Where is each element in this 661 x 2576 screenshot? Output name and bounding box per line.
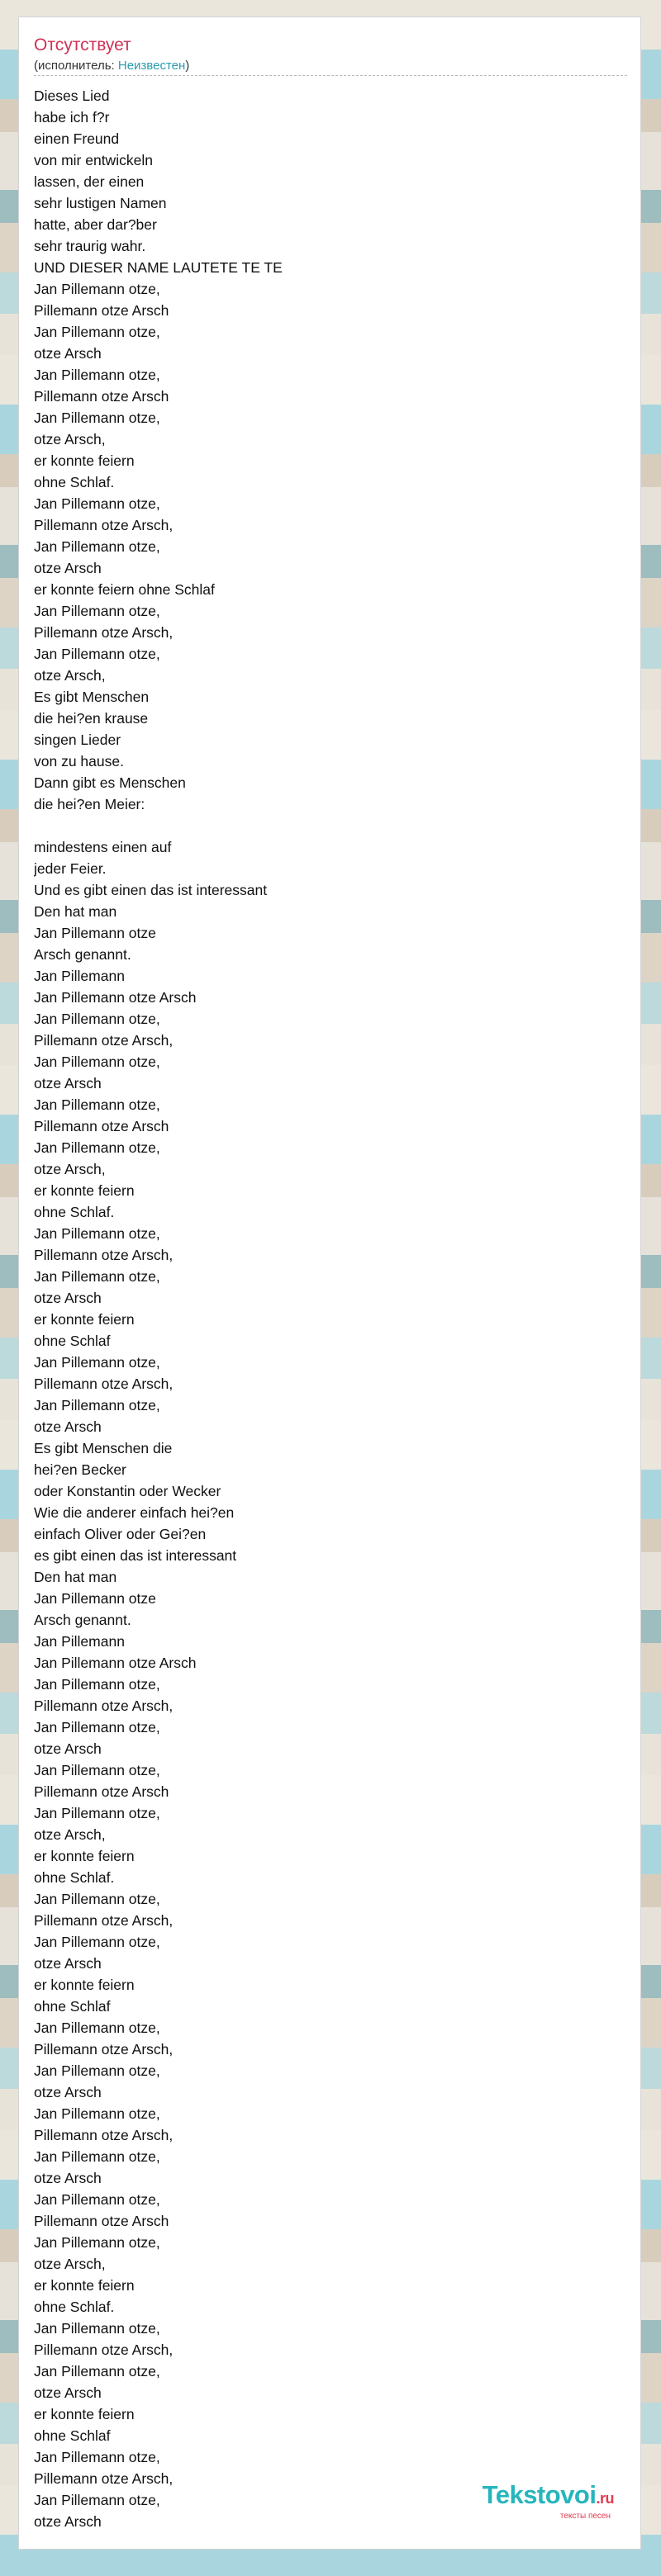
lyric-line: Pillemann otze Arsch [34, 302, 169, 319]
lyric-line: hatte, aber dar?ber [34, 216, 157, 233]
lyric-line: er konnte feiern [34, 1848, 135, 1864]
logo-wordmark [483, 2482, 614, 2512]
lyric-line: otze Arsch [34, 1290, 102, 1306]
artist-link[interactable]: Неизвестен [117, 59, 186, 73]
lyric-line: Und es gibt einen das ist interessant [34, 882, 268, 898]
lyric-line: Jan Pillemann otze [34, 1590, 156, 1607]
lyric-line: oder Konstantin oder Wecker [34, 1483, 221, 1499]
lyric-line: Pillemann otze Arsch, [34, 517, 174, 533]
lyric-line: otze Arsch, [34, 2256, 106, 2272]
lyric-line: Jan Pillemann otze, [34, 538, 160, 555]
lyric-line: Dieses Lied [34, 88, 110, 104]
lyric-line: ohne Schlaf. [34, 1204, 115, 1220]
lyric-line: Den hat man [34, 1569, 117, 1585]
lyric-line: ohne Schlaf [34, 1998, 111, 2015]
lyric-line: ohne Schlaf. [34, 1869, 115, 1886]
lyric-line: Pillemann otze Arsch, [34, 1032, 174, 1049]
lyric-line: Arsch genannt. [34, 946, 131, 963]
lyric-line: otze Arsch [34, 1075, 102, 1091]
lyric-line: Jan Pillemann otze, [34, 2234, 160, 2251]
lyrics-text [34, 85, 629, 2532]
lyric-line: er konnte feiern [34, 2277, 135, 2294]
lyric-line: Arsch genannt. [34, 1612, 131, 1628]
lyric-line: er konnte feiern [34, 452, 135, 469]
lyric-line: Pillemann otze Arsch, [34, 1698, 174, 1714]
lyric-line: Jan Pillemann [34, 968, 125, 984]
lyric-line: otze Arsch, [34, 1161, 106, 1177]
lyric-line: ohne Schlaf [34, 2427, 111, 2444]
lyric-line: er konnte feiern [34, 1311, 135, 1328]
lyric-line: otze Arsch [34, 560, 102, 576]
song-artist [34, 59, 189, 73]
lyric-line: er konnte feiern [34, 1977, 135, 1993]
lyric-line: Jan Pillemann otze, [34, 2449, 160, 2465]
lyric-line: Pillemann otze Arsch, [34, 2342, 174, 2358]
lyric-line: Jan Pillemann otze [34, 925, 156, 941]
lyric-line: Pillemann otze Arsch [34, 1783, 169, 1800]
lyric-line: Jan Pillemann otze, [34, 324, 160, 340]
lyric-line: otze Arsch [34, 2170, 102, 2186]
lyric-line: Jan Pillemann otze, [34, 281, 160, 297]
logo-name: Tekstovoi [482, 2480, 597, 2509]
lyric-line: Jan Pillemann otze, [34, 1054, 160, 1070]
lyric-line: Jan Pillemann otze Arsch [34, 989, 197, 1006]
lyric-line: ohne Schlaf. [34, 474, 115, 490]
lyric-line: Jan Pillemann otze, [34, 2062, 160, 2079]
lyric-line: otze Arsch, [34, 1826, 106, 1843]
lyric-line: von zu hause. [34, 753, 124, 769]
lyric-line: otze Arsch, [34, 431, 106, 447]
lyric-line: otze Arsch [34, 345, 102, 362]
lyric-line [34, 815, 629, 836]
lyric-line: jeder Feier. [34, 860, 107, 877]
lyric-line: mindestens einen auf [34, 839, 172, 855]
lyric-line: Jan Pillemann otze, [34, 2191, 160, 2208]
lyric-line: otze Arsch [34, 2084, 102, 2100]
site-logo[interactable] [483, 2482, 614, 2521]
lyric-line: UND DIESER NAME LAUTETE TE TE [34, 259, 283, 276]
lyric-line: er konnte feiern [34, 2406, 135, 2422]
lyric-line: Pillemann otze Arsch [34, 2213, 169, 2229]
lyric-line: ohne Schlaf [34, 1333, 111, 1349]
lyric-line: Jan Pillemann otze, [34, 1011, 160, 1027]
lyric-line: Jan Pillemann otze, [34, 1934, 160, 1950]
lyric-line: lassen, der einen [34, 173, 145, 190]
lyric-line: Pillemann otze Arsch [34, 1118, 169, 1134]
lyric-line: es gibt einen das ist interessant [34, 1547, 237, 1564]
lyric-line: Den hat man [34, 903, 117, 920]
lyric-line: Jan Pillemann otze, [34, 367, 160, 383]
lyric-line: einen Freund [34, 130, 120, 147]
lyric-line: otze Arsch [34, 1418, 102, 1435]
lyric-line: otze Arsch [34, 2513, 102, 2530]
lyric-line: Pillemann otze Arsch [34, 388, 169, 405]
lyric-line: Dann gibt es Menschen [34, 774, 186, 791]
title-divider [34, 75, 627, 76]
lyric-line: Pillemann otze Arsch, [34, 2127, 174, 2143]
lyric-line: ohne Schlaf. [34, 2299, 115, 2315]
lyric-line: otze Arsch, [34, 667, 106, 684]
lyric-line: die hei?en Meier: [34, 796, 145, 812]
lyric-line: otze Arsch [34, 1955, 102, 1972]
lyric-line: Jan Pillemann otze, [34, 2105, 160, 2122]
lyric-line: Pillemann otze Arsch, [34, 1376, 174, 1392]
lyric-line: Pillemann otze Arsch, [34, 2041, 174, 2057]
lyric-line: von mir entwickeln [34, 152, 153, 168]
lyric-line: Jan Pillemann [34, 1633, 125, 1650]
lyric-line: Pillemann otze Arsch, [34, 1912, 174, 1929]
lyric-line: Jan Pillemann otze, [34, 495, 160, 512]
artist-prefix: (исполнитель: [34, 59, 118, 73]
lyric-line: Jan Pillemann otze, [34, 1225, 160, 1242]
lyric-line: Jan Pillemann otze Arsch [34, 1655, 197, 1671]
lyric-line: Jan Pillemann otze, [34, 1762, 160, 1778]
lyric-line: Jan Pillemann otze, [34, 1268, 160, 1285]
lyric-line: Jan Pillemann otze, [34, 2320, 160, 2337]
artist-suffix: ) [185, 59, 190, 73]
lyric-line: Jan Pillemann otze, [34, 603, 160, 619]
lyric-line: Pillemann otze Arsch, [34, 2470, 174, 2487]
lyric-line: Jan Pillemann otze, [34, 1719, 160, 1735]
lyric-line: Jan Pillemann otze, [34, 1096, 160, 1113]
lyric-line: Jan Pillemann otze, [34, 2492, 160, 2508]
lyric-line: einfach Oliver oder Gei?en [34, 1526, 207, 1542]
lyric-line: Pillemann otze Arsch, [34, 624, 174, 641]
lyric-line: Jan Pillemann otze, [34, 1139, 160, 1156]
lyric-line: sehr traurig wahr. [34, 238, 146, 254]
logo-tld: .ru [596, 2490, 614, 2507]
lyric-line: Es gibt Menschen die [34, 1440, 173, 1456]
lyric-line: Jan Pillemann otze, [34, 1676, 160, 1693]
lyric-line: er konnte feiern ohne Schlaf [34, 581, 215, 598]
song-title: Отсутствует [34, 36, 131, 54]
lyric-line: Es gibt Menschen [34, 689, 150, 705]
lyric-line: habe ich f?r [34, 109, 110, 125]
lyric-line: sehr lustigen Namen [34, 195, 167, 211]
lyric-line: er konnte feiern [34, 1182, 135, 1199]
logo-tagline: тексты песен [559, 2512, 611, 2521]
lyric-line: otze Arsch [34, 2384, 102, 2401]
lyric-line: Jan Pillemann otze, [34, 2020, 160, 2036]
lyric-line: Pillemann otze Arsch, [34, 1247, 174, 1263]
lyric-line: Jan Pillemann otze, [34, 1397, 160, 1413]
lyric-line: Wie die anderer einfach hei?en [34, 1504, 235, 1521]
lyric-line: Jan Pillemann otze, [34, 1805, 160, 1821]
lyric-line: die hei?en krause [34, 710, 149, 727]
lyric-line: Jan Pillemann otze, [34, 1891, 160, 1907]
lyric-line: Jan Pillemann otze, [34, 410, 160, 426]
lyric-line: Jan Pillemann otze, [34, 1354, 160, 1371]
lyrics-card [18, 17, 641, 2550]
lyric-line: hei?en Becker [34, 1461, 126, 1478]
lyric-line: Jan Pillemann otze, [34, 2148, 160, 2165]
lyric-line: singen Lieder [34, 732, 121, 748]
lyric-line: otze Arsch [34, 1740, 102, 1757]
lyric-line: Jan Pillemann otze, [34, 646, 160, 662]
lyric-line: Jan Pillemann otze, [34, 2363, 160, 2379]
